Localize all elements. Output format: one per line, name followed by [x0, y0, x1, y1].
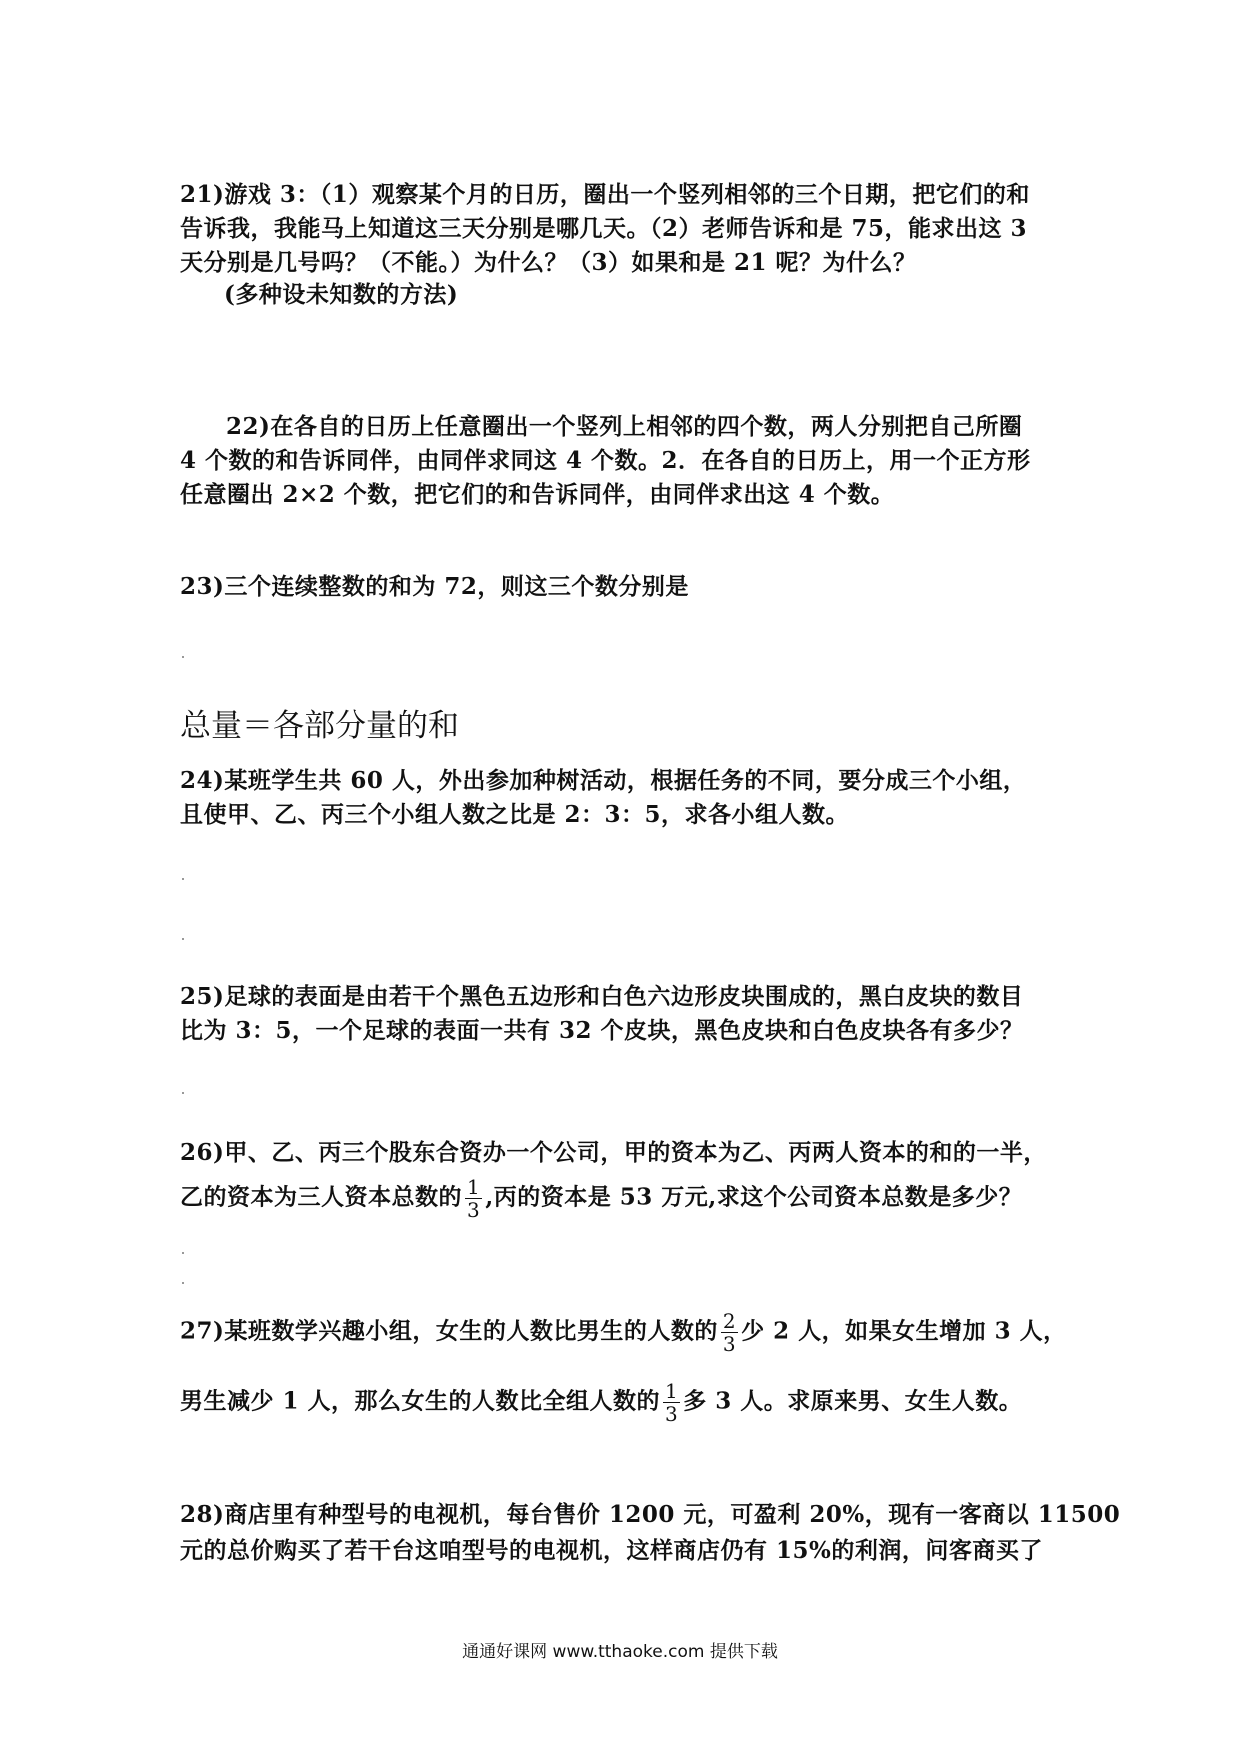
q21-line-2: 告诉我，我能马上知道这三天分别是哪几天。（2）老师告诉和是 75，能求出这 3: [180, 215, 1028, 242]
q27-line-2-text-b: 多 3 人。求原来男、女生人数。: [683, 1387, 1023, 1415]
q27-line-1-text-a: 27)某班数学兴趣小组，女生的人数比男生的人数的: [180, 1317, 718, 1345]
q23-line-1: 23)三个连续整数的和为 72，则这三个数分别是: [180, 573, 689, 600]
q24-line-1: 24)某班学生共 60 人，外出参加种树活动，根据任务的不同，要分成三个小组，: [180, 767, 1027, 794]
scan-dot: [182, 938, 184, 940]
fraction-numerator: 1: [467, 1175, 481, 1199]
q28-line-2: 元的总价购买了若干台这咱型号的电视机，这样商店仍有 15%的利润，问客商买了: [180, 1537, 1043, 1564]
q26-line-1: 26)甲、乙、丙三个股东合资办一个公司，甲的资本为乙、丙两人资本的和的一半，: [180, 1139, 1047, 1166]
q27-line-2-text-a: 男生减少 1 人，那么女生的人数比全组人数的: [180, 1387, 661, 1415]
q26-line-2-text-a: 乙的资本为三人资本总数的: [180, 1183, 462, 1211]
fraction-one-third: [663, 1380, 680, 1425]
section-heading: 总量＝各部分量的和: [180, 708, 459, 744]
scan-dot: [182, 1282, 184, 1284]
fraction-numerator: 2: [722, 1309, 737, 1333]
q28-line-1: 28)商店里有种型号的电视机，每台售价 1200 元，可盈利 20%，现有一客商以 11500: [180, 1501, 1121, 1528]
scan-dot: [182, 878, 184, 880]
q26-line-2: [180, 1176, 1080, 1221]
q21-line-3: 天分别是几号吗？（不能。）为什么？（3）如果和是 21 呢？为什么？: [180, 249, 917, 276]
q27-line-1: [180, 1310, 1080, 1355]
q22-line-1: 22)在各自的日历上任意圈出一个竖列上相邻的四个数，两人分别把自己所圈: [226, 413, 1023, 440]
scan-dot: [182, 1092, 184, 1094]
fraction-one-third: [465, 1176, 482, 1221]
q21-line-1: 21)游戏 3：（1）观察某个月的日历，圈出一个竖列相邻的三个日期，把它们的和: [180, 181, 1030, 208]
q22-line-2: 4 个数的和告诉同伴，由同伴求同这 4 个数。2．在各自的日历上，用一个正方形: [180, 447, 1031, 474]
q27-line-1-text-b: 少 2 人，如果女生增加 3 人，: [741, 1317, 1067, 1345]
scan-dot: [182, 1252, 184, 1254]
q27-line-2: [180, 1380, 1080, 1425]
fraction-denominator: 3: [467, 1198, 481, 1222]
fraction-denominator: 3: [722, 1332, 737, 1356]
q25-line-1: 25)足球的表面是由若干个黑色五边形和白色六边形皮块围成的，黑白皮块的数目: [180, 983, 1024, 1010]
q24-line-2: 且使甲、乙、丙三个小组人数之比是 2：3：5，求各小组人数。: [180, 801, 850, 828]
q26-line-2-text-b: ,丙的资本是 53 万元,求这个公司资本总数是多少？: [485, 1183, 1023, 1211]
scan-dot: [182, 656, 184, 658]
footer-source: 通通好课网 www.tthaoke.com 提供下载: [462, 1642, 778, 1662]
fraction-numerator: 1: [665, 1379, 679, 1403]
fraction-two-thirds: [721, 1310, 738, 1355]
q22-line-3: 任意圈出 2×2 个数，把它们的和告诉同伴，由同伴求出这 4 个数。: [180, 481, 895, 508]
q21-line-4: (多种设未知数的方法): [224, 281, 459, 308]
q25-line-2: 比为 3：5，一个足球的表面一共有 32 个皮块，黑色皮块和白色皮块各有多少？: [180, 1017, 1024, 1044]
fraction-denominator: 3: [665, 1402, 679, 1426]
